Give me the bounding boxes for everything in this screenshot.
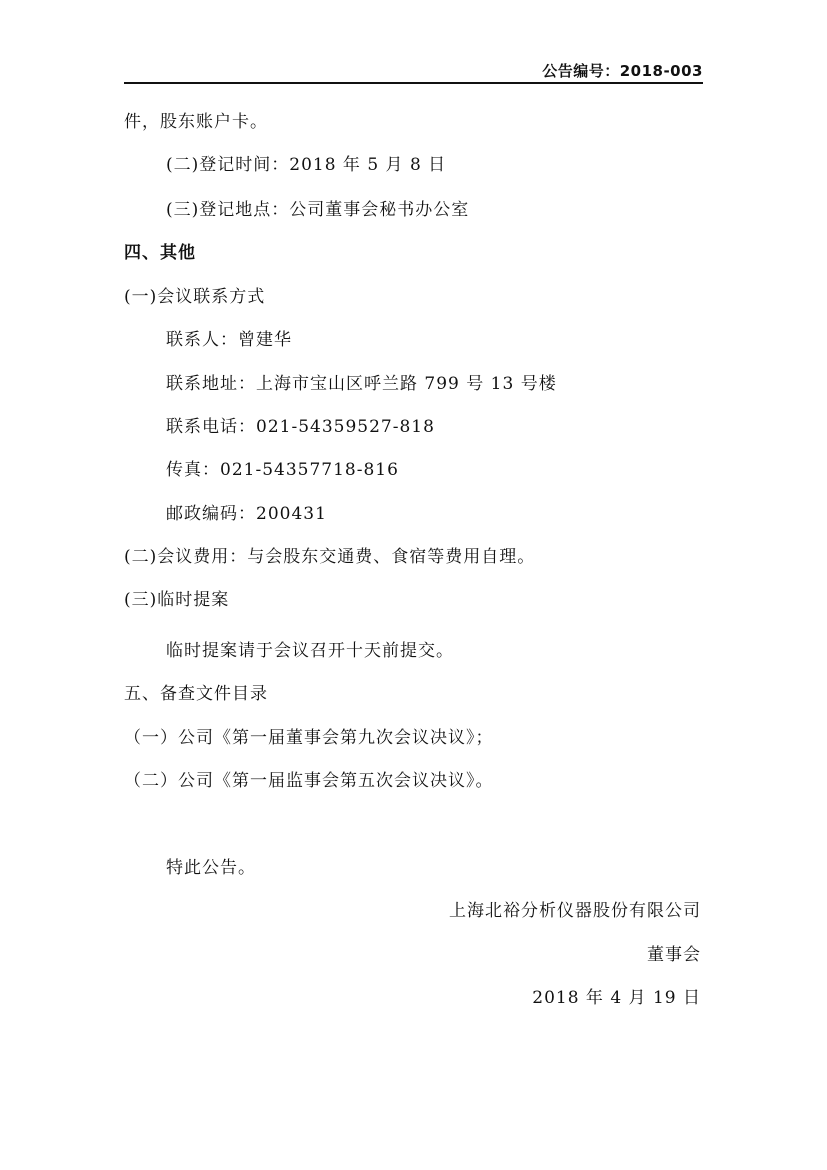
document-item-2: （二）公司《第一届监事会第五次会议决议》。 — [124, 771, 494, 791]
section-heading-documents: 五、备查文件目录 — [124, 684, 268, 704]
document-item-1: （一）公司《第一届董事会第九次会议决议》； — [124, 728, 494, 748]
body-line-1: 件，股东账户卡。 — [124, 112, 268, 132]
temporary-proposal-text: 临时提案请于会议召开十天前提交。 — [166, 641, 454, 661]
contact-method-heading: (一)会议联系方式 — [124, 287, 266, 307]
meeting-expenses: (二)会议费用：与会股东交通费、食宿等费用自理。 — [124, 547, 536, 567]
signature-date: 2018 年 4 月 19 日 — [532, 988, 701, 1008]
closing-statement: 特此公告。 — [166, 858, 256, 878]
postal-code: 邮政编码：200431 — [166, 504, 327, 524]
header-rule — [124, 82, 703, 84]
contact-fax: 传真：021-54357718-816 — [166, 460, 399, 480]
contact-person: 联系人：曾建华 — [166, 330, 292, 350]
signature-board: 董事会 — [647, 945, 701, 965]
contact-phone: 联系电话：021-54359527-818 — [166, 417, 435, 437]
registration-location: (三)登记地点：公司董事会秘书办公室 — [166, 200, 470, 220]
contact-address: 联系地址：上海市宝山区呼兰路 799 号 13 号楼 — [166, 374, 557, 394]
registration-time: (二)登记时间：2018 年 5 月 8 日 — [166, 155, 447, 175]
signature-company: 上海北裕分析仪器股份有限公司 — [449, 901, 701, 921]
temporary-proposal-heading: (三)临时提案 — [124, 590, 230, 610]
notice-number: 公告编号：2018-003 — [542, 62, 703, 80]
section-heading-other: 四、其他 — [124, 243, 196, 263]
